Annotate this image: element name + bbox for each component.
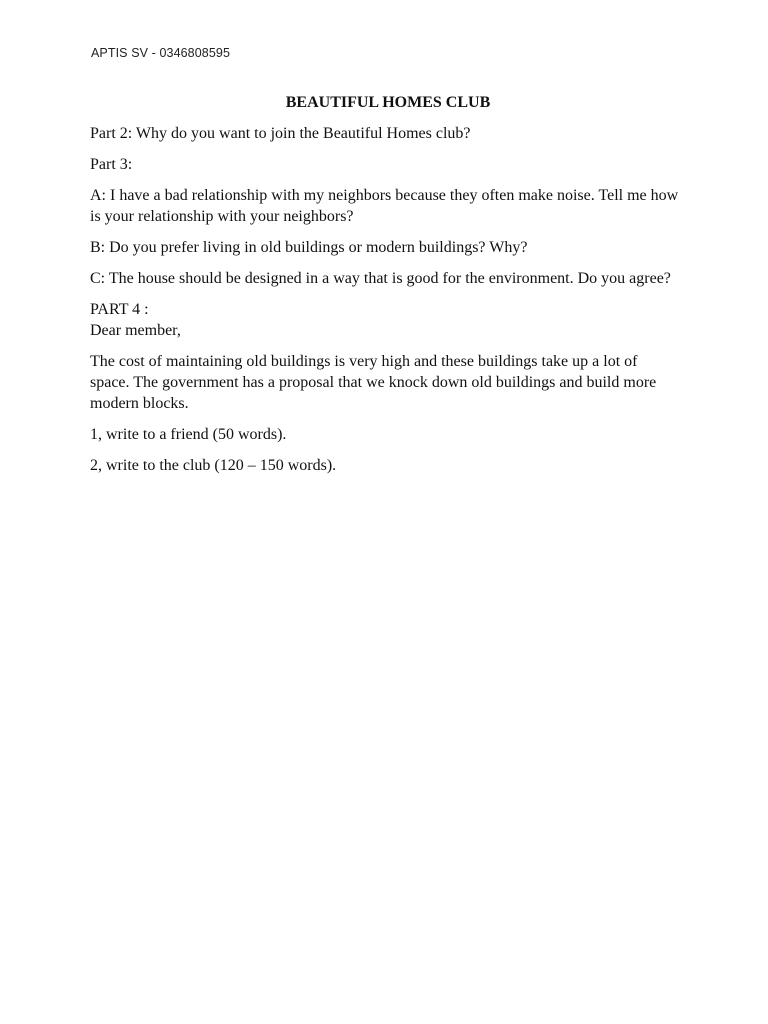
part2-question: Part 2: Why do you want to join the Beautiful Homes club?	[90, 125, 471, 142]
page-header: APTIS SV - 0346808595	[91, 46, 230, 60]
part3-label: Part 3:	[90, 156, 133, 173]
document-title: BEAUTIFUL HOMES CLUB	[285, 94, 491, 111]
task-1: 1, write to a friend (50 words).	[90, 426, 287, 443]
document-body	[90, 92, 680, 486]
question-b: B: Do you prefer living in old buildings or modern buildings? Why?	[90, 239, 528, 256]
question-a: A: I have a bad relationship with my neighbors because they often make noise. Tell me how is your relationship with your neighbors?	[90, 187, 679, 225]
task-2: 2, write to the club (120 – 150 words).	[90, 457, 337, 474]
part4-label: PART 4 :	[90, 301, 149, 318]
greeting: Dear member,	[90, 322, 181, 339]
body-paragraph: The cost of maintaining old buildings is very high and these buildings take up a lot of space. The government has a proposal that we knock down old buildings and build more modern blocks.	[90, 353, 657, 412]
question-c: C: The house should be designed in a way that is good for the environment. Do you agree?	[90, 270, 671, 287]
